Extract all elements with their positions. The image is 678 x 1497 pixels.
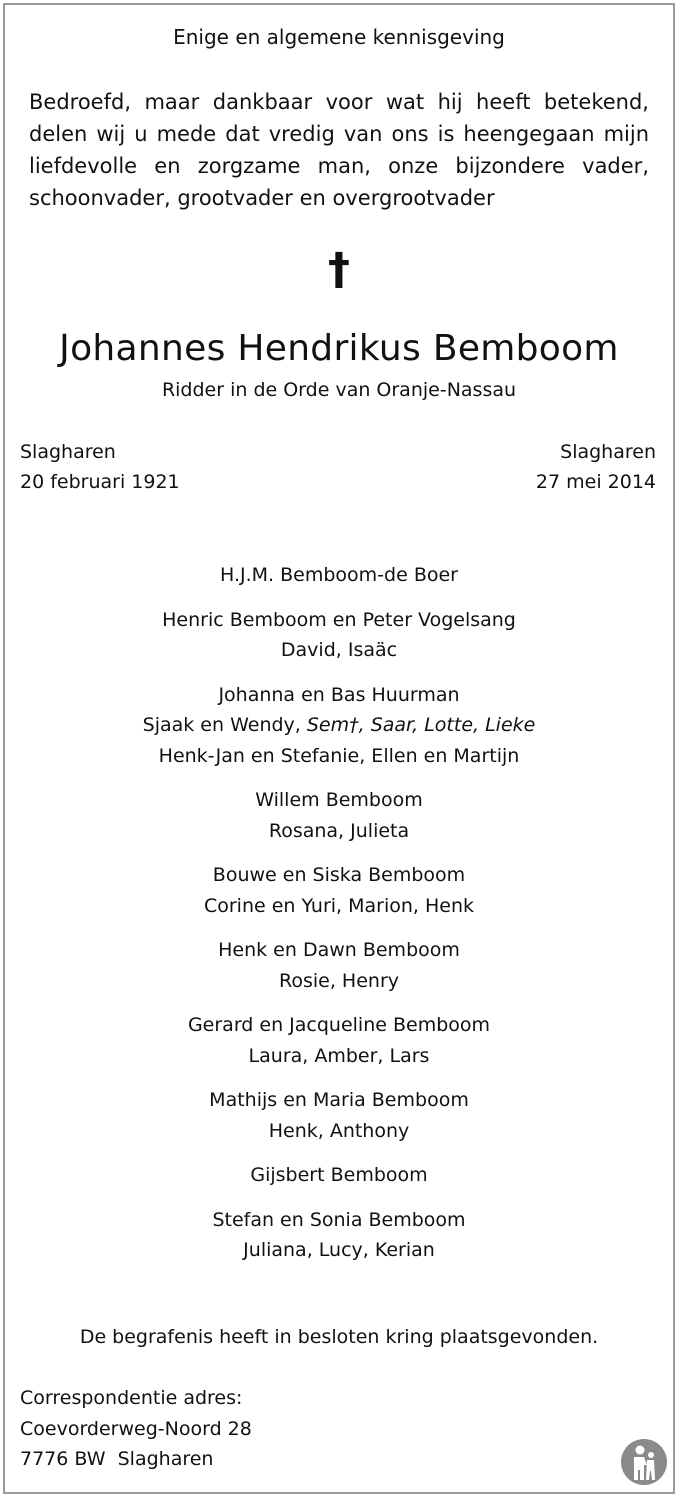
family-group xyxy=(0,680,678,772)
family-group xyxy=(0,935,678,996)
family-line: Gerard en Jacqueline Bemboom xyxy=(187,1014,491,1036)
funeral-note: De begrafenis heeft in besloten kring plaatsgevonden. xyxy=(79,1326,599,1348)
intro-paragraph xyxy=(29,86,649,214)
family-line: Stefan en Sonia Bemboom xyxy=(212,1208,466,1231)
address-label: Correspondentie adres: xyxy=(20,1387,243,1409)
family-line: Henk-Jan en Stefanie, Ellen en Martijn xyxy=(158,744,520,767)
memorial-logo-graphic xyxy=(620,1438,668,1486)
family-group xyxy=(0,860,678,921)
correspondence-address xyxy=(20,1383,252,1475)
announcement-heading: Enige en algemene kennisgeving xyxy=(173,25,505,49)
death-date: 27 mei 2014 xyxy=(535,471,656,493)
family-line: Henk en Dawn Bemboom xyxy=(218,939,460,961)
intro-line: Bedroefd, maar dankbaar voor wat hij heeft betekend, xyxy=(29,90,649,114)
intro-line: schoonvader, grootvader en overgrootvader xyxy=(29,186,495,210)
family-line: Bouwe en Siska Bemboom xyxy=(212,864,466,886)
family-line: Henk, Anthony xyxy=(268,1119,410,1142)
family-line: Gijsbert Bemboom xyxy=(250,1164,428,1186)
death-place: Slagharen xyxy=(560,441,656,463)
family-line: Henric Bemboom en Peter Vogelsang xyxy=(162,608,516,631)
family-group xyxy=(0,1085,678,1146)
family-group xyxy=(0,560,678,591)
family-line: David, Isaäc xyxy=(280,639,398,661)
family-line: Willem Bemboom xyxy=(255,789,423,811)
family-line xyxy=(0,710,678,741)
family-line: Juliana, Lucy, Kerian xyxy=(243,1239,435,1261)
family-line: H.J.M. Bemboom-de Boer xyxy=(220,564,458,586)
family-line-names: Sjaak en Wendy, xyxy=(142,714,307,736)
cross-icon: † xyxy=(328,244,350,295)
family-group xyxy=(0,1010,678,1071)
birth-date: 20 februari 1921 xyxy=(20,471,180,493)
family-line: Laura, Amber, Lars xyxy=(248,1044,430,1067)
birth-place: Slagharen xyxy=(20,441,116,463)
family-line-grandchildren: Sem†, Saar, Lotte, Lieke xyxy=(306,714,536,736)
family-line: Rosana, Julieta xyxy=(268,819,410,842)
memorial-logo-icon xyxy=(620,1438,668,1486)
intro-line: liefdevolle en zorgzame man, onze bijzondere vader, xyxy=(29,154,649,178)
family-line: Corine en Yuri, Marion, Henk xyxy=(203,894,475,917)
family-group xyxy=(0,785,678,846)
family-line: Johanna en Bas Huurman xyxy=(218,683,460,706)
address-street: Coevorderweg-Noord 28 xyxy=(20,1417,252,1440)
family-list xyxy=(0,560,678,1280)
deceased-honor: Ridder in de Orde van Oranje-Nassau xyxy=(161,379,517,401)
family-group xyxy=(0,1160,678,1191)
deceased-name: Johannes Hendrikus Bemboom xyxy=(59,328,619,369)
address-postal: 7776 BW Slagharen xyxy=(20,1448,214,1470)
family-group xyxy=(0,605,678,666)
family-group xyxy=(0,1205,678,1266)
family-line: Rosie, Henry xyxy=(279,969,399,992)
intro-line: delen wij u mede dat vredig van ons is heengegaan mijn xyxy=(29,122,649,146)
family-line: Mathijs en Maria Bemboom xyxy=(209,1089,469,1111)
